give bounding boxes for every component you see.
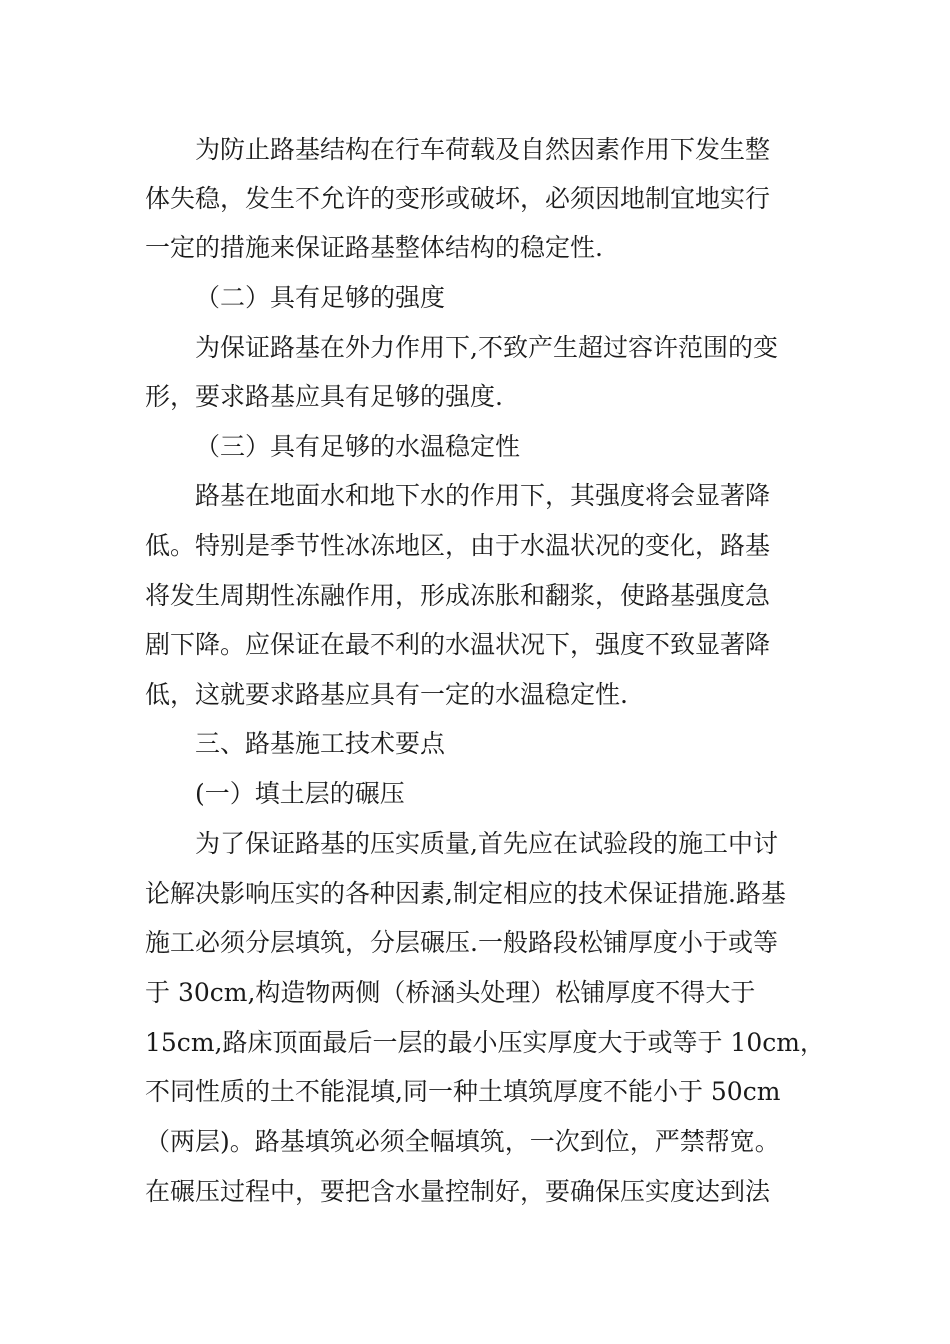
section-heading: 三、路基施工技术要点 — [195, 729, 446, 758]
paragraph-line: 低。特别是季节性冰冻地区，由于水温状况的变化，路基 — [145, 531, 771, 560]
section-heading: (一）填土层的碾压 — [195, 779, 405, 808]
paragraph-line: 施工必须分层填筑，分层碾压.一般路段松铺厚度小于或等 — [145, 928, 778, 957]
paragraph-line: 不同性质的土不能混填,同一种土填筑厚度不能小于 50cm — [145, 1077, 781, 1106]
paragraph-line: 为保证路基在外力作用下,不致产生超过容许范围的变 — [195, 333, 778, 362]
paragraph-line: 形，要求路基应具有足够的强度. — [145, 382, 503, 411]
paragraph-line: 路基在地面水和地下水的作用下，其强度将会显著降 — [195, 481, 771, 510]
paragraph-line: 体失稳，发生不允许的变形或破坏，必须因地制宜地实行 — [145, 184, 771, 213]
paragraph-line: 一定的措施来保证路基整体结构的稳定性. — [145, 233, 603, 262]
paragraph-line: 为了保证路基的压实质量,首先应在试验段的施工中讨 — [195, 829, 778, 858]
paragraph-line: （两层)。路基填筑必须全幅填筑，一次到位，严禁帮宽。 — [145, 1127, 780, 1156]
paragraph-line: 论解决影响压实的各种因素,制定相应的技术保证措施.路基 — [145, 879, 786, 908]
paragraph-line: 于 30cm,构造物两侧（桥涵头处理）松铺厚度不得大于 — [145, 978, 756, 1007]
paragraph-line: 为防止路基结构在行车荷载及自然因素作用下发生整 — [195, 135, 771, 164]
section-heading: （二）具有足够的强度 — [195, 283, 446, 312]
paragraph-line: 剧下降。应保证在最不利的水温状况下，强度不致显著降 — [145, 630, 771, 659]
paragraph-line: 将发生周期性冻融作用，形成冻胀和翻浆，使路基强度急 — [145, 581, 771, 610]
paragraph-line: 低，这就要求路基应具有一定的水温稳定性. — [145, 680, 628, 709]
section-heading: （三）具有足够的水温稳定性 — [195, 432, 521, 461]
paragraph-line: 15cm,路床顶面最后一层的最小压实厚度大于或等于 10cm， — [145, 1028, 825, 1057]
paragraph-line: 在碾压过程中，要把含水量控制好，要确保压实度达到法 — [145, 1177, 771, 1206]
